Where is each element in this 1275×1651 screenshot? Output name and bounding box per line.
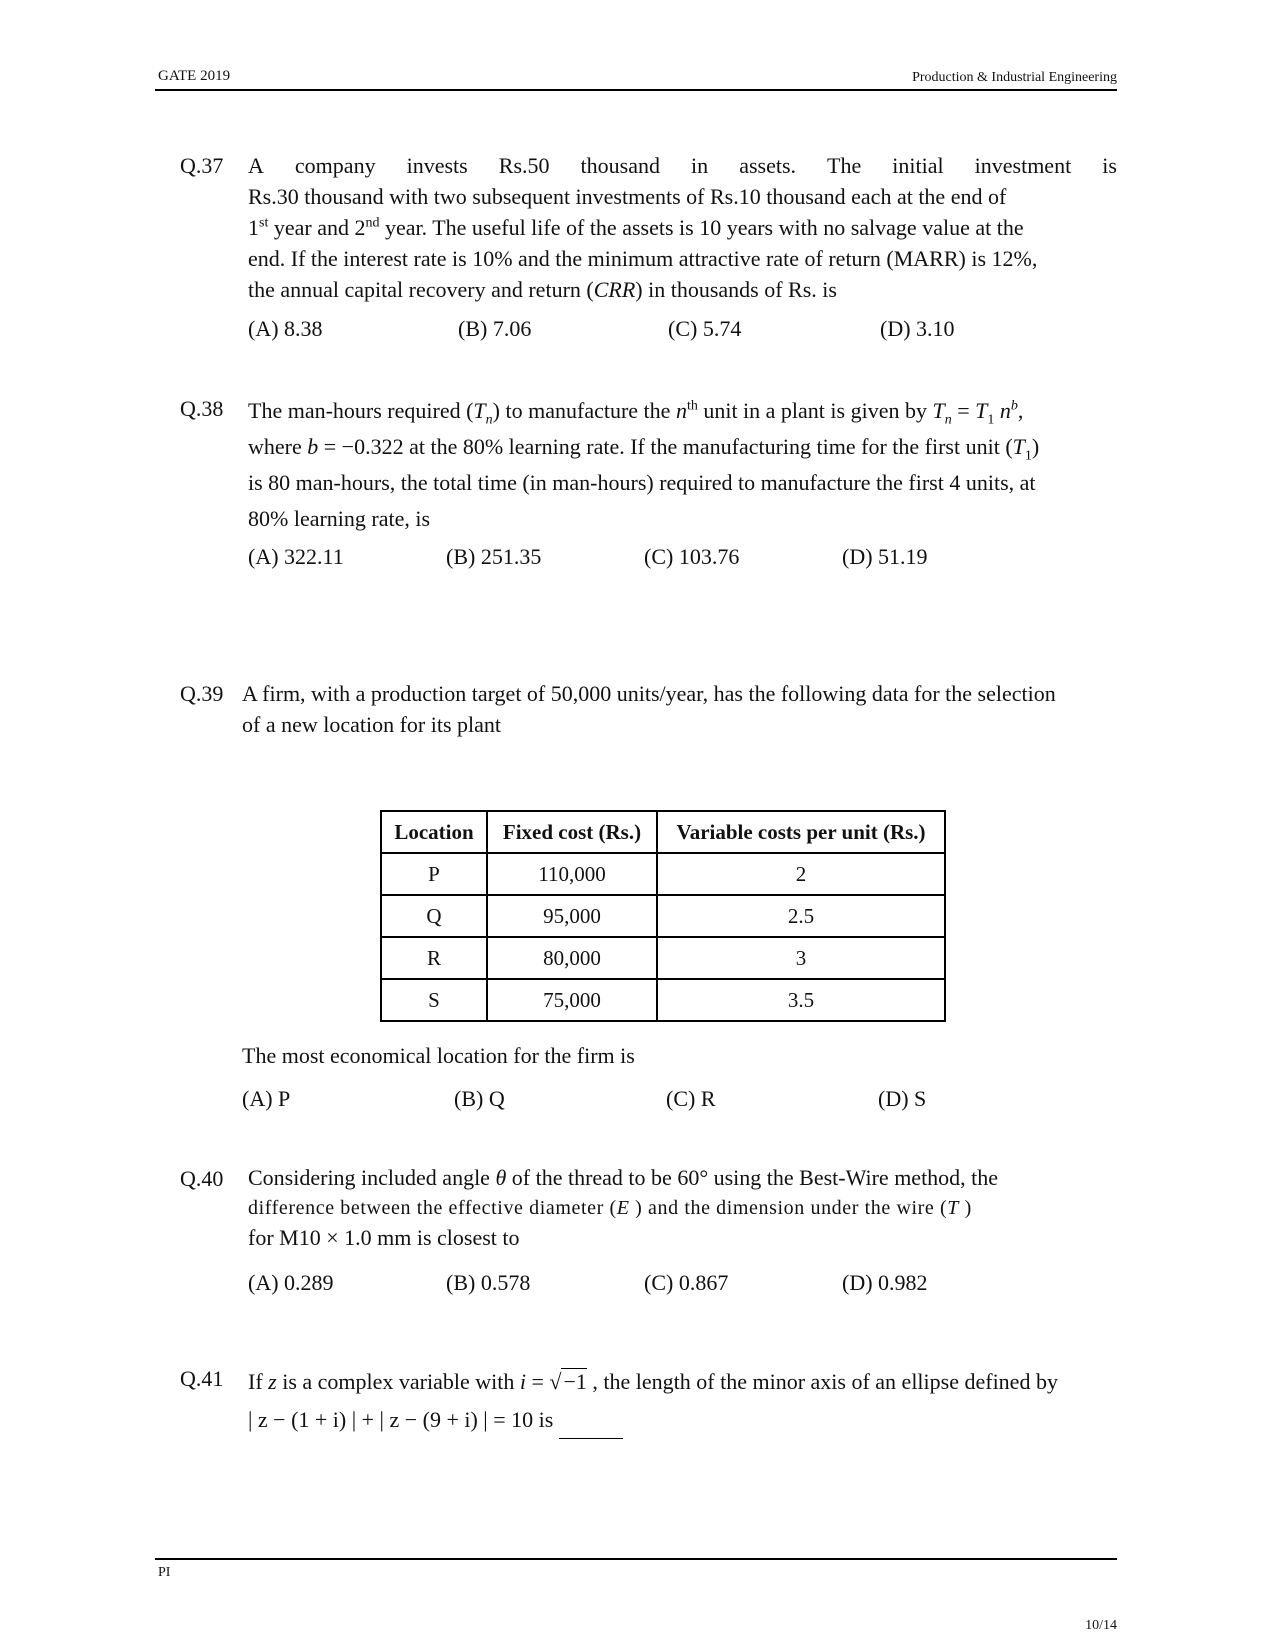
footer-rule [155, 1558, 1117, 1560]
word: is [1102, 153, 1117, 178]
answer-options [248, 313, 1117, 344]
table-cell: Q [381, 895, 487, 937]
option-b[interactable]: (B) 251.35 [446, 544, 542, 569]
option-a[interactable]: (A) P [242, 1086, 291, 1111]
table-cell: 3.5 [657, 979, 945, 1021]
header-paper-name: Production & Industrial Engineering [912, 70, 1117, 85]
ellipse-equation: | z − (1 + i) | + | z − (9 + i) | = 10 is [248, 1407, 554, 1432]
question-text [242, 678, 1117, 740]
option-d[interactable]: (D) 3.10 [880, 316, 955, 341]
question-line-1 [248, 150, 1117, 181]
question-prompt: The most economical location for the firm is [242, 1043, 635, 1068]
table-cell: 95,000 [487, 895, 657, 937]
question-41 [180, 1363, 1117, 1443]
word: Rs.50 [498, 153, 550, 178]
page-number: 10/14 [1085, 1618, 1117, 1633]
question-line-3: for M10 × 1.0 mm is closest to [248, 1225, 520, 1250]
table-row [381, 853, 945, 895]
option-a[interactable]: (A) 322.11 [248, 544, 344, 569]
question-line-3: is 80 man-hours, the total time (in man-hours) required to manufacture the first 4 units, at [248, 470, 1036, 495]
table-cell: 3 [657, 937, 945, 979]
question-line-1: If z is a complex variable with i = √−1 , the length of the minor axis of an ellipse defined by [248, 1369, 1058, 1394]
option-d[interactable]: (D) 0.982 [842, 1270, 928, 1295]
answer-blank[interactable] [559, 1416, 623, 1439]
column-header: Variable costs per unit (Rs.) [657, 811, 945, 853]
question-line-2: difference between the effective diameter (E ) and the dimension under the wire (T ) [248, 1197, 972, 1219]
table-row [381, 979, 945, 1021]
option-c[interactable]: (C) 5.74 [668, 316, 742, 341]
location-cost-table [380, 810, 946, 1022]
question-line-2: of a new location for its plant [242, 712, 502, 737]
question-number: Q.41 [180, 1366, 224, 1391]
question-line-2: where b = −0.322 at the 80% learning rate. If the manufacturing time for the first unit $(T_1)$ [248, 434, 1040, 464]
option-b[interactable]: (B) Q [454, 1086, 505, 1111]
question-line-1: The man-hours required $(T_n)$ to manufacture the $n^{th}$ unit in a plant is given by $T_n = T_1$ $n^b$, [248, 398, 1024, 428]
question-line-1: Considering included angle θ of the thread to be 60° using the Best-Wire method, the [248, 1165, 999, 1190]
option-c[interactable]: (C) R [666, 1086, 716, 1111]
option-a[interactable]: (A) 8.38 [248, 316, 323, 341]
answer-options [242, 1083, 1117, 1114]
word: thousand [580, 153, 660, 178]
option-d[interactable]: (D) 51.19 [842, 544, 928, 569]
word: company [294, 153, 376, 178]
question-number: Q.39 [180, 681, 224, 706]
word: investment [974, 153, 1072, 178]
table-cell: 110,000 [487, 853, 657, 895]
table-cell: P [381, 853, 487, 895]
question-text [248, 393, 1117, 537]
option-c[interactable]: (C) 103.76 [644, 544, 740, 569]
question-line-1: A firm, with a production target of 50,000 units/year, has the following data for the selection [242, 681, 1056, 706]
answer-options [248, 541, 1117, 572]
question-line-2 [248, 1401, 1117, 1439]
question-40 [180, 1163, 1117, 1313]
question-line-4: 80% learning rate, is [248, 506, 431, 531]
footer-paper-code: PI [158, 1565, 171, 1580]
question-text [248, 1163, 1117, 1253]
question-text [248, 150, 1117, 305]
question-line-2: Rs.30 thousand with two subsequent investments of Rs.10 thousand each at the end of [248, 184, 1007, 209]
word: in [691, 153, 709, 178]
table-header-row [381, 811, 945, 853]
answer-options [248, 1267, 1117, 1298]
option-b[interactable]: (B) 0.578 [446, 1270, 531, 1295]
question-number: Q.38 [180, 396, 224, 421]
question-39-prompt [180, 1040, 1117, 1120]
question-37 [180, 150, 1117, 350]
option-d[interactable]: (D) S [878, 1086, 927, 1111]
question-line-5: the annual capital recovery and return (CRR) in thousands of Rs. is [248, 277, 837, 302]
word: initial [892, 153, 944, 178]
table-row [381, 895, 945, 937]
header-rule [155, 89, 1117, 91]
question-number: Q.40 [180, 1166, 224, 1191]
option-b[interactable]: (B) 7.06 [458, 316, 532, 341]
word: The [827, 153, 862, 178]
header-exam-title: GATE 2019 [158, 68, 231, 84]
table-cell: 2.5 [657, 895, 945, 937]
table-cell: 80,000 [487, 937, 657, 979]
table-cell: R [381, 937, 487, 979]
question-line-3: 1st year and 2nd year. The useful life of the assets is 10 years with no salvage value at the [248, 215, 1024, 240]
table-cell: 75,000 [487, 979, 657, 1021]
column-header: Fixed cost (Rs.) [487, 811, 657, 853]
question-38 [180, 393, 1117, 593]
table-cell: 2 [657, 853, 945, 895]
word: invests [406, 153, 468, 178]
column-header: Location [381, 811, 487, 853]
question-39 [180, 678, 1117, 737]
word: A [248, 153, 264, 178]
question-number: Q.37 [180, 153, 224, 178]
table-cell: S [381, 979, 487, 1021]
question-text [248, 1363, 1117, 1439]
question-line-4: end. If the interest rate is 10% and the minimum attractive rate of return (MARR) is 12%, [248, 246, 1038, 271]
option-c[interactable]: (C) 0.867 [644, 1270, 729, 1295]
option-a[interactable]: (A) 0.289 [248, 1270, 334, 1295]
word: assets. [739, 153, 797, 178]
table-row [381, 937, 945, 979]
